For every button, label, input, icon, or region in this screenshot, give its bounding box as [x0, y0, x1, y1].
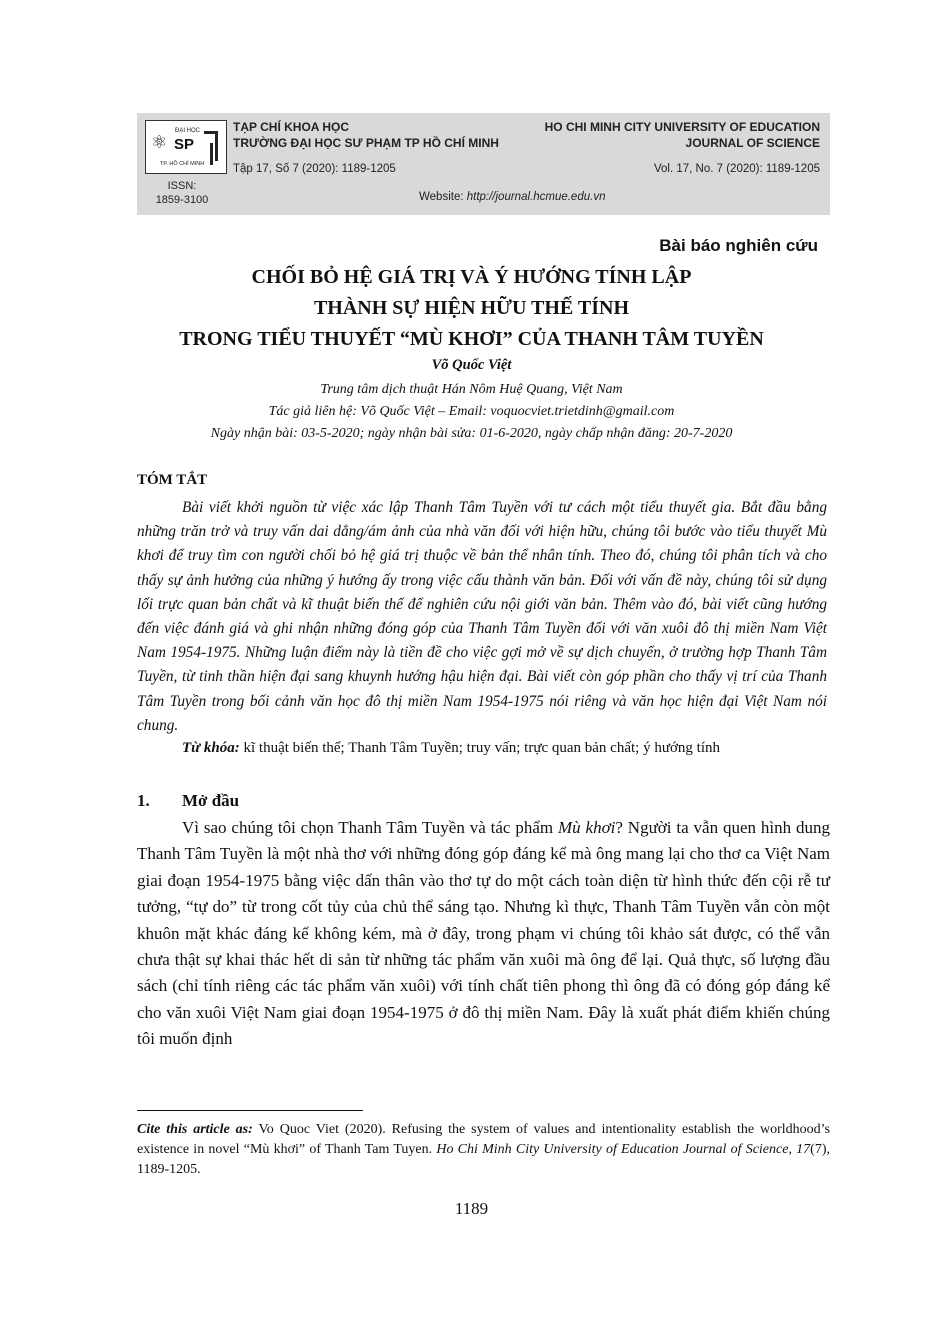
citation-footnote	[137, 1120, 830, 1180]
keywords-label: Từ khóa:	[182, 740, 240, 756]
article-title	[80, 262, 863, 355]
website-link[interactable]: http://journal.hcmue.edu.vn	[466, 191, 606, 203]
logo-text-top: ĐẠI HỌC	[175, 128, 201, 134]
section-title: Mở đầu	[182, 791, 240, 810]
university-logo	[145, 120, 227, 174]
footnote-label: Cite this article as:	[137, 1122, 253, 1137]
footnote-text-1: Vo Quoc Viet (2020). Refusing the system of values and intentionality establish the worldhood’s existence in novel “Mù khơi” of Thanh Tam Tuyen.	[137, 1122, 830, 1157]
received-dates: Ngày nhận bài: 03-5-2020; ngày nhận bài sửa: 01-6-2020, ngày chấp nhận đăng: 20-7-2020	[210, 426, 733, 441]
title-line-3: TRONG TIỂU THUYẾT “MÙ KHƠI” CỦA THANH TÂM TUYỀN	[179, 328, 764, 350]
volume-en: Vol. 17, No. 7 (2020): 1189-1205	[653, 163, 820, 175]
volume-vn: Tập 17, Số 7 (2020): 1189-1205	[233, 163, 396, 175]
logo-letters: SP	[174, 136, 195, 153]
body-text-part1: Vì sao chúng tôi chọn Thanh Tâm Tuyền và tác phẩm	[182, 818, 558, 837]
issn-number: 1859-3100	[155, 194, 209, 206]
website-label: Website:	[419, 191, 467, 203]
footnote-divider	[137, 1110, 363, 1111]
body-paragraph	[137, 815, 830, 1053]
logo-hook-stem	[210, 143, 213, 165]
footnote-journal: Ho Chi Minh City University of Education Journal of Science, 17	[436, 1142, 811, 1157]
page-number: 1189	[454, 1199, 489, 1218]
journal-en-line2: JOURNAL OF SCIENCE	[685, 136, 820, 150]
abstract-heading: TÓM TẮT	[137, 472, 208, 488]
journal-vn-line1: TẠP CHÍ KHOA HỌC	[233, 120, 350, 134]
article-type: Bài báo nghiên cứu	[659, 236, 818, 255]
abstract-text: Bài viết khởi nguồn từ việc xác lập Thanh Tâm Tuyền với tư cách một tiểu thuyết gia. Bắt đầu bằng những trăn trở và truy vấn dai dẳng/ám ảnh của nhà văn đối với hiện hữu, chúng tôi bước vào tiểu thuyết Mù khơi để truy tìm con người chối bỏ hệ giá trị thuộc về bản thể nhân tính. Theo đó, chúng tôi phân tích và cho thấy sự ảnh hưởng của những ý hướng ấy trong việc cấu thành văn bản. Đối với vấn đề này, chúng tôi sử dụng lối trực quan bản chất và kĩ thuật biến thể để nghiên cứu nội giới văn bản. Thêm vào đó, bài viết cũng hướng đến việc đánh giá và ghi nhận những đóng góp của Thanh Tâm Tuyền đối với văn xuôi đô thị miền Nam Việt Nam 1954-1975. Những luận điểm này là tiền đề cho việc gợi mở về sự dịch chuyển, ở trường hợp Thanh Tâm Tuyền, từ tinh thần hiện đại sang khuynh hướng hậu hiện đại. Bài viết còn góp phần cho thấy vị trí của Thanh Tâm Tuyền trong bối cảnh văn học đô thị miền Nam 1954-1975 nói riêng và văn học hiện đại Việt Nam nói chung.	[137, 499, 827, 734]
title-line-1: CHỐI BỎ HỆ GIÁ TRỊ VÀ Ý HƯỚNG TÍNH LẬP	[251, 266, 692, 288]
body-text-italic: Mù khơi	[557, 818, 616, 837]
body-text-part2: ? Người ta vẫn quen hình dung Thanh Tâm Tuyền là một nhà thơ với những đóng góp đáng kể mà ông mang lại cho thơ ca Việt Nam giai đoạn 1954-1975 bằng việc dấn thân vào thơ tự do một cách toàn diện từ hình thức đến cội rễ tư tưởng, “tự do” từ trong cốt tủy của chủ thể sáng tạo. Nhưng kì thực, Thanh Tâm Tuyền vẫn còn một khuôn mặt khác đáng kể không kém, mà ở đây, trong phạm vi chúng tôi khảo sát được, có thể vẫn chưa thật sự khai thác hết di sản từ những tác phẩm văn xuôi mà ông để lại. Quả thực, số lượng đầu sách (chỉ tính riêng các tác phẩm văn xuôi) với tính chất tiên phong thì ông đã có đóng góp đáng kể cho văn xuôi Việt Nam giai đoạn 1954-1975 ở đô thị miền Nam. Đây là xuất phát điểm khiến chúng tôi muốn định	[137, 818, 830, 1049]
atom-icon: ⚛	[151, 132, 168, 153]
author-name: Võ Quốc Việt	[431, 357, 512, 373]
affiliation: Trung tâm dịch thuật Hán Nôm Huệ Quang, Việt Nam	[320, 382, 623, 397]
journal-vn-line2: TRƯỜNG ĐẠI HỌC SƯ PHẠM TP HỒ CHÍ MINH	[233, 136, 499, 150]
section-number: 1.	[137, 791, 150, 810]
keywords-list: kĩ thuật biến thể; Thanh Tâm Tuyền; truy vấn; trực quan bản chất; ý hướng tính	[239, 740, 720, 756]
issn-label: ISSN:	[167, 180, 197, 192]
keywords	[182, 740, 720, 757]
journal-header	[137, 113, 830, 215]
journal-en-line1: HO CHI MINH CITY UNIVERSITY OF EDUCATION	[544, 120, 820, 134]
website	[419, 191, 605, 203]
footnote-text-2: (7), 1189-1205.	[137, 1142, 830, 1177]
title-line-2: THÀNH SỰ HIỆN HỮU THẾ TÍNH	[313, 297, 630, 319]
logo-text-bottom: TP. HỒ CHÍ MINH	[160, 161, 205, 167]
correspondence: Tác giả liên hệ: Võ Quốc Việt – Email: voquocviet.trietdinh@gmail.com	[268, 404, 675, 419]
issn	[141, 179, 223, 207]
